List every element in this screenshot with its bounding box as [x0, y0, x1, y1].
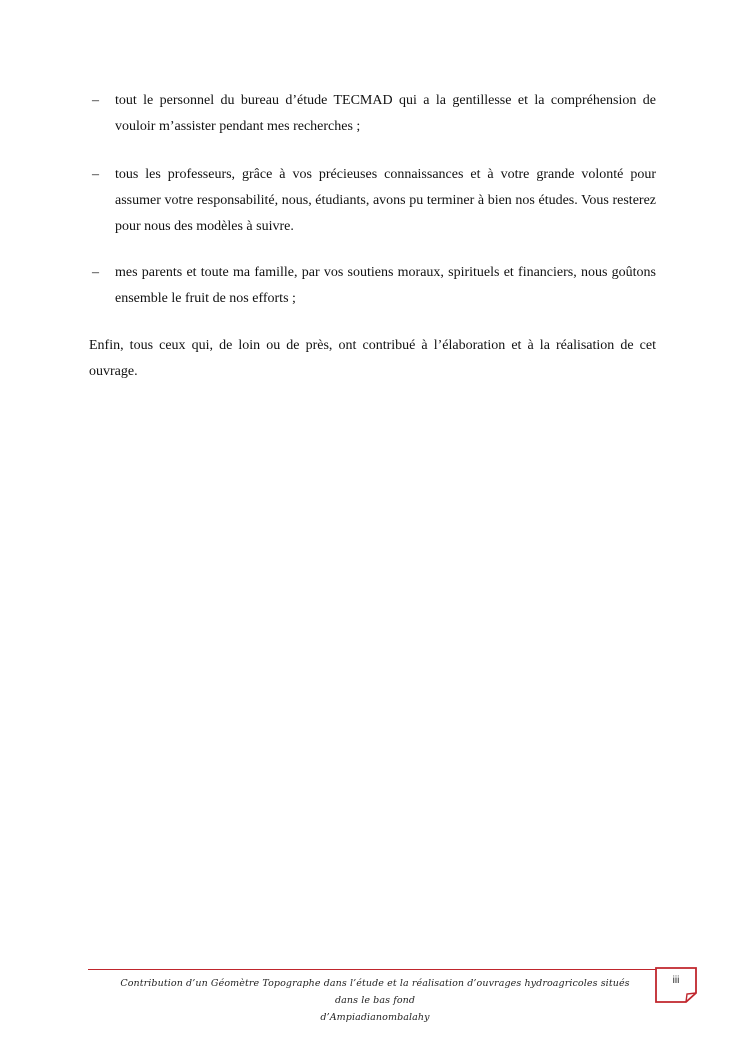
bullet-text: mes parents et toute ma famille, par vos soutiens moraux, spirituels et financiers, nous goûtons ensemble le fruit de nos efforts ; [115, 265, 656, 306]
bullet-text: tous les professeurs, grâce à vos précieuses connaissances et à votre grande volonté pour assumer votre responsabilité, nous, étudiants, avons pu terminer à bien nos études. Vous resterez pour nous des modèles à suivre. [115, 167, 656, 234]
closing-paragraph: Enfin, tous ceux qui, de loin ou de près, ont contribué à l’élaboration et à la réalisation de cet ouvrage. [89, 338, 656, 379]
footer-caption [110, 975, 640, 1026]
bullet-item [89, 162, 656, 240]
footer-rule [88, 969, 663, 970]
page-number: iii [672, 975, 680, 986]
dash-bullet-icon: – [92, 167, 99, 182]
footer-line-2: d’Ampiadianombalahy [320, 1012, 430, 1023]
page-number-badge [655, 967, 697, 1003]
dash-bullet-icon: – [92, 93, 99, 108]
bullet-item [89, 260, 656, 312]
acknowledgements-body [89, 88, 656, 385]
footer-line-1: Contribution d’un Géomètre Topographe dans l’étude et la réalisation d’ouvrages hydroagricoles situés dans le bas fond [120, 978, 630, 1006]
bullet-item [89, 88, 656, 140]
bullet-text: tout le personnel du bureau d’étude TECMAD qui a la gentillesse et la compréhension de vouloir m’assister pendant mes recherches ; [115, 93, 656, 134]
dash-bullet-icon: – [92, 265, 99, 280]
